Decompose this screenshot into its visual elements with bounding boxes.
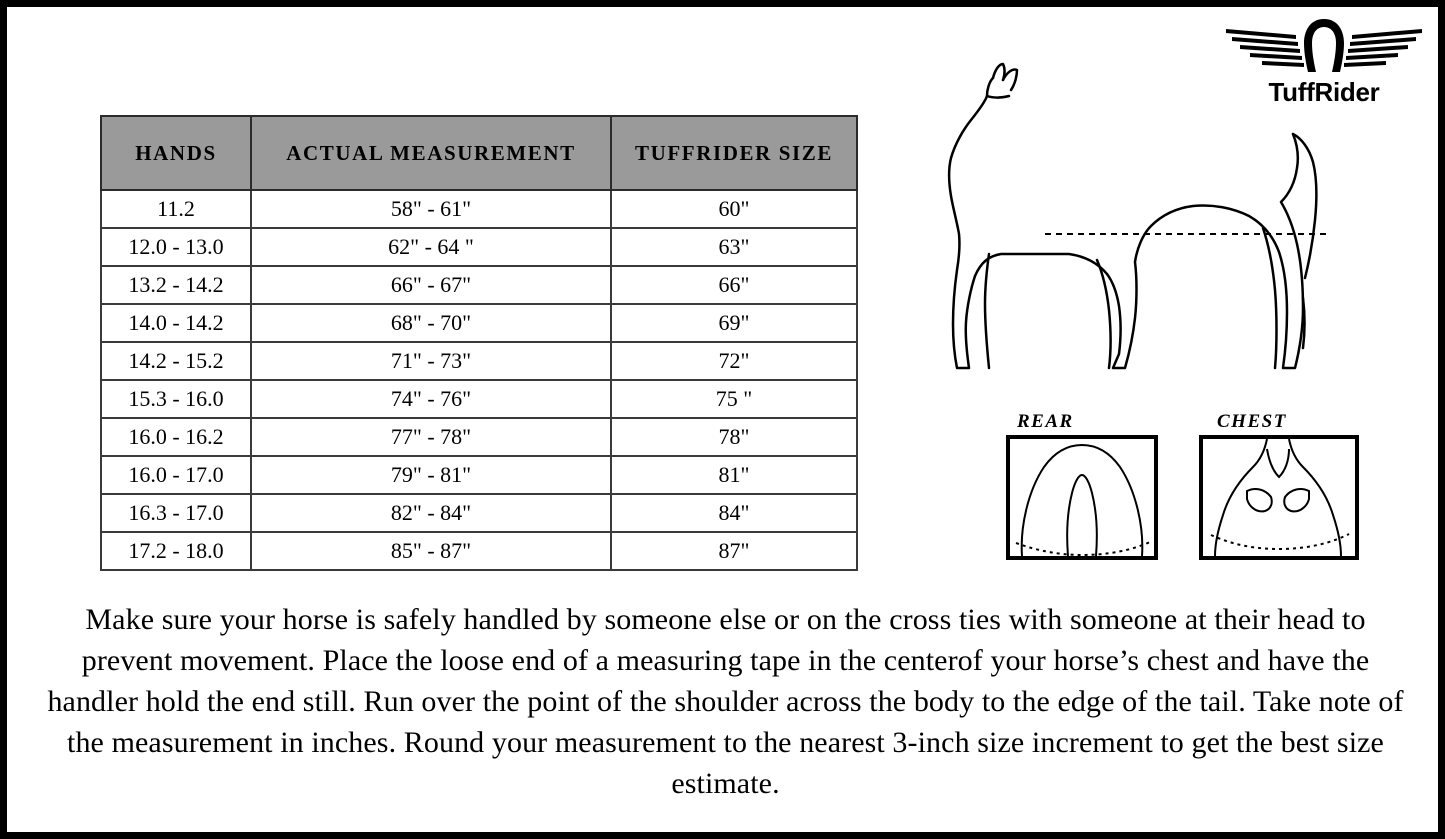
cell-size: 87"	[611, 532, 857, 570]
table-row	[101, 456, 857, 494]
cell-actual: 74" - 76"	[251, 380, 611, 418]
cell-actual: 62" - 64 "	[251, 228, 611, 266]
horse-side-view-outline	[937, 62, 1377, 392]
rear-view-box	[1006, 435, 1158, 560]
cell-size: 66"	[611, 266, 857, 304]
cell-hands: 16.0 - 17.0	[101, 456, 251, 494]
cell-hands: 12.0 - 13.0	[101, 228, 251, 266]
table-row	[101, 532, 857, 570]
rear-label: REAR	[1017, 411, 1074, 432]
table-row	[101, 380, 857, 418]
cell-hands: 14.0 - 14.2	[101, 304, 251, 342]
cell-actual: 82" - 84"	[251, 494, 611, 532]
table-row	[101, 228, 857, 266]
cell-actual: 66" - 67"	[251, 266, 611, 304]
cell-size: 63"	[611, 228, 857, 266]
table-row	[101, 304, 857, 342]
cell-size: 72"	[611, 342, 857, 380]
table-row	[101, 266, 857, 304]
cell-size: 84"	[611, 494, 857, 532]
cell-hands: 16.3 - 17.0	[101, 494, 251, 532]
cell-hands: 15.3 - 16.0	[101, 380, 251, 418]
cell-size: 69"	[611, 304, 857, 342]
cell-actual: 68" - 70"	[251, 304, 611, 342]
cell-actual: 79" - 81"	[251, 456, 611, 494]
table-row	[101, 190, 857, 228]
column-header-hands: HANDS	[101, 116, 251, 190]
horse-diagram	[937, 62, 1377, 392]
table-row	[101, 494, 857, 532]
table-header-row	[101, 116, 857, 190]
cell-size: 81"	[611, 456, 857, 494]
cell-actual: 71" - 73"	[251, 342, 611, 380]
column-header-actual-measurement: ACTUAL MEASUREMENT	[251, 116, 611, 190]
cell-actual: 77" - 78"	[251, 418, 611, 456]
cell-size: 78"	[611, 418, 857, 456]
table-row	[101, 342, 857, 380]
chest-label: CHEST	[1217, 411, 1287, 432]
cell-actual: 58" - 61"	[251, 190, 611, 228]
chest-dashed-line	[1211, 534, 1349, 549]
cell-actual: 85" - 87"	[251, 532, 611, 570]
chest-view-box	[1199, 435, 1359, 560]
cell-hands: 11.2	[101, 190, 251, 228]
brand-name: TuffRider	[1268, 77, 1380, 107]
column-header-tuffrider-size: TUFFRIDER SIZE	[611, 116, 857, 190]
horse-chest-view-outline	[1203, 439, 1355, 556]
cell-size: 60"	[611, 190, 857, 228]
horse-rear-view-outline	[1010, 439, 1154, 556]
instructions-text: Make sure your horse is safely handled by someone else or on the cross ties with someone at their head to prevent movement. Place the loose end of a measuring tape in the centerof your horse’s chest and have the handler hold the end still. Run over the point of the shoulder across the body to the edge of the tail. Take note of the measurement in inches. Round your measurement to the nearest 3-inch size increment to get the best size estimate.	[47, 603, 1404, 800]
rear-dashed-line	[1016, 542, 1150, 555]
cell-size: 75 "	[611, 380, 857, 418]
size-chart-table	[100, 115, 858, 571]
cell-hands: 17.2 - 18.0	[101, 532, 251, 570]
cell-hands: 14.2 - 15.2	[101, 342, 251, 380]
table-row	[101, 418, 857, 456]
cell-hands: 13.2 - 14.2	[101, 266, 251, 304]
cell-hands: 16.0 - 16.2	[101, 418, 251, 456]
